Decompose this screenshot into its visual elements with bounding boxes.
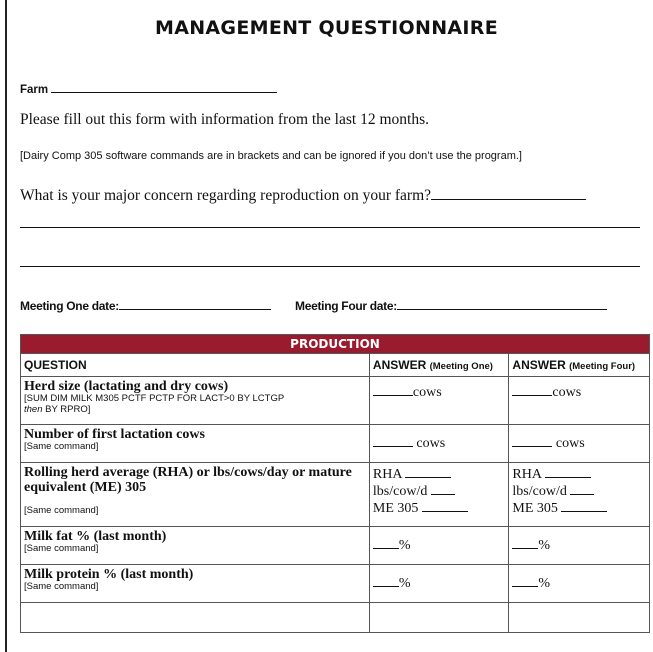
meeting-one-date-blank[interactable] xyxy=(119,309,271,310)
answer-blank[interactable] xyxy=(512,536,538,549)
concern-answer-line-3[interactable] xyxy=(20,266,640,267)
answer-meeting-four[interactable] xyxy=(509,377,650,425)
question-text: Herd size (lactating and dry cows) xyxy=(24,379,229,394)
page-title: MANAGEMENT QUESTIONNAIRE xyxy=(155,17,498,39)
me-blank[interactable] xyxy=(561,499,607,512)
command-text: [Same command] xyxy=(24,441,99,452)
question-text: Milk protein % (last month) xyxy=(24,567,194,582)
col-answer-one-header xyxy=(369,354,509,377)
rha-blank[interactable] xyxy=(545,465,591,478)
lbs-blank[interactable] xyxy=(431,482,455,495)
lbs-label: lbs/cow/d xyxy=(512,484,567,499)
table-row xyxy=(21,463,650,527)
unit-label: % xyxy=(538,576,551,591)
answer-blank[interactable] xyxy=(373,574,399,587)
answer-meeting-four[interactable] xyxy=(509,565,650,603)
unit-label: % xyxy=(398,576,411,591)
lbs-label: lbs/cow/d xyxy=(372,484,428,499)
answer-meeting-one[interactable] xyxy=(369,565,509,603)
table-row xyxy=(21,603,650,633)
meeting-dates xyxy=(20,299,607,313)
me-blank[interactable] xyxy=(422,499,468,512)
rha-label: RHA xyxy=(512,467,542,482)
me-label: ME 305 xyxy=(512,501,558,516)
concern-answer-blank[interactable] xyxy=(431,199,586,200)
answer-meeting-one[interactable] xyxy=(369,603,509,633)
lbs-blank[interactable] xyxy=(570,482,594,495)
farm-label: Farm xyxy=(20,84,49,96)
col-answer-label: ANSWER xyxy=(372,358,427,372)
col-answer-four-header xyxy=(509,354,650,377)
answer-blank[interactable] xyxy=(512,383,552,396)
meeting-one-label: Meeting One date: xyxy=(20,299,119,313)
question-cell xyxy=(21,603,370,633)
production-table xyxy=(20,334,650,633)
farm-blank[interactable] xyxy=(51,92,277,93)
question-text: Rolling herd average (RHA) or lbs/cows/day or mature equivalent (ME) 305 xyxy=(24,465,352,495)
question-cell xyxy=(21,565,370,603)
answer-blank[interactable] xyxy=(512,574,538,587)
answer-meeting-one[interactable] xyxy=(369,425,509,463)
rha-blank[interactable] xyxy=(405,465,451,478)
col-question-header: QUESTION xyxy=(21,354,370,377)
answer-meeting-one[interactable] xyxy=(369,377,509,425)
column-header-row xyxy=(21,354,650,377)
table-row xyxy=(21,565,650,603)
unit-label: % xyxy=(398,538,411,553)
answer-meeting-four[interactable] xyxy=(509,463,650,527)
answer-blank[interactable] xyxy=(373,434,413,447)
left-margin-rule xyxy=(5,0,7,652)
concern-question xyxy=(20,187,586,205)
unit-label: cows xyxy=(416,436,446,451)
table-row xyxy=(21,527,650,565)
concern-question-text: What is your major concern regarding reproduction on your farm? xyxy=(20,187,432,204)
answer-meeting-four[interactable] xyxy=(509,425,650,463)
question-text: Number of first lactation cows xyxy=(24,427,205,442)
question-cell xyxy=(21,425,370,463)
section-banner: PRODUCTION xyxy=(21,335,650,354)
unit-label: % xyxy=(538,538,551,553)
command-text: [Same command] xyxy=(24,581,99,592)
col-meeting-one-label: (Meeting One) xyxy=(429,361,493,372)
answer-meeting-four[interactable] xyxy=(509,603,650,633)
answer-meeting-one[interactable] xyxy=(369,463,509,527)
concern-answer-line-2[interactable] xyxy=(20,227,640,228)
command-text: [Same command] xyxy=(24,505,99,516)
answer-meeting-one[interactable] xyxy=(369,527,509,565)
command-text: [Same command] xyxy=(24,543,99,554)
question-text: Milk fat % (last month) xyxy=(24,529,167,544)
table-row xyxy=(21,425,650,463)
answer-meeting-four[interactable] xyxy=(509,527,650,565)
me-label: ME 305 xyxy=(372,501,419,516)
answer-blank[interactable] xyxy=(512,434,552,447)
unit-label: cows xyxy=(555,436,585,451)
software-note: [Dairy Comp 305 software commands are in brackets and can be ignored if you don’t use the program.] xyxy=(20,150,522,162)
rha-label: RHA xyxy=(372,467,402,482)
meeting-four-label: Meeting Four date: xyxy=(295,299,397,313)
question-cell xyxy=(21,463,370,527)
question-cell xyxy=(21,527,370,565)
question-cell xyxy=(21,377,370,425)
command-text: [SUM DIM MILK M305 PCTF PCTP FOR LACT>0 BY LCTGP then BY RPRO] xyxy=(24,393,285,415)
table-row xyxy=(21,377,650,425)
answer-blank[interactable] xyxy=(373,536,399,549)
instructions: Please fill out this form with information from the last 12 months. xyxy=(20,111,429,128)
farm-field[interactable] xyxy=(20,84,277,96)
col-answer-label: ANSWER xyxy=(512,358,566,372)
unit-label: cows xyxy=(552,385,582,400)
meeting-four-date-blank[interactable] xyxy=(397,309,607,310)
unit-label: cows xyxy=(412,385,442,400)
answer-blank[interactable] xyxy=(373,383,413,396)
col-meeting-four-label: (Meeting Four) xyxy=(569,361,636,372)
